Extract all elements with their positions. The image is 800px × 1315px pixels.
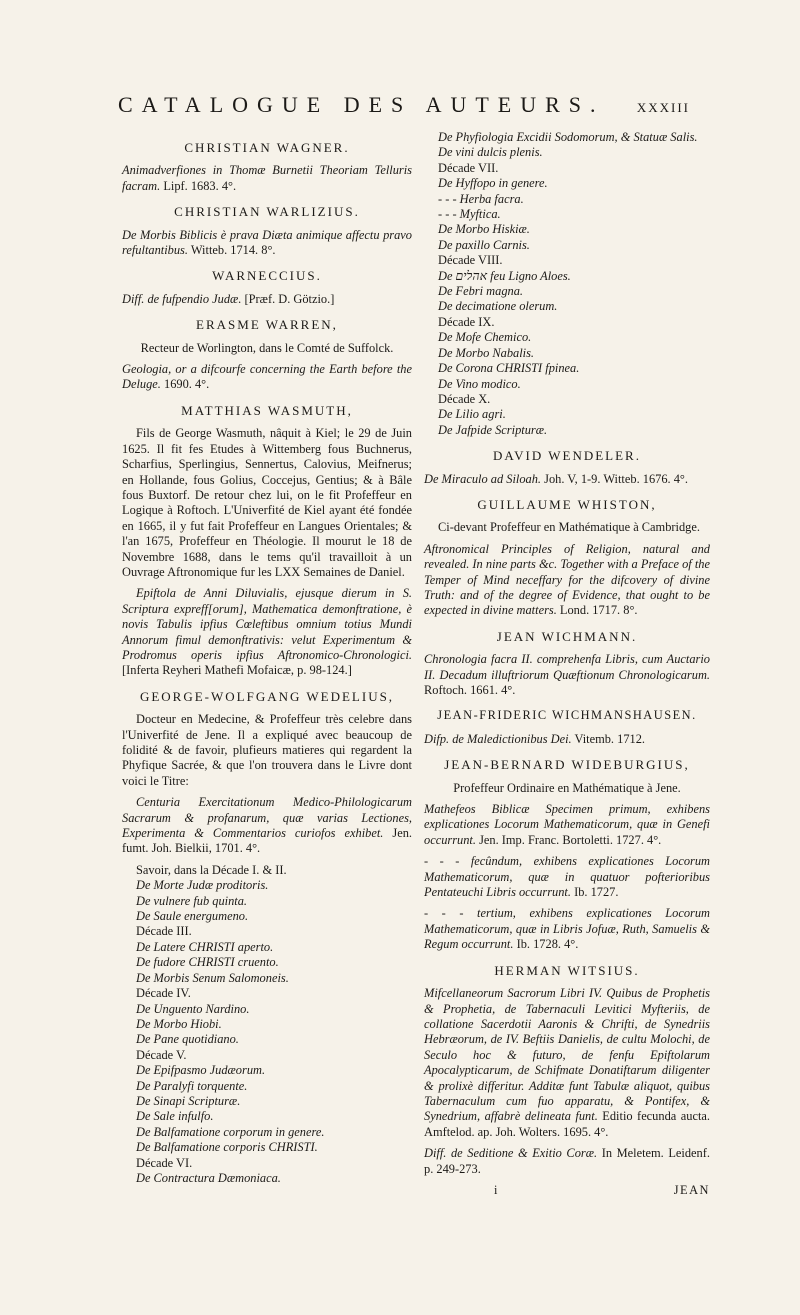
- author-description: Profeffeur Ordinaire en Mathématique à Jene.: [453, 780, 681, 795]
- author-heading: JEAN WICHMANN.: [496, 628, 638, 644]
- work-title: Diff. de fufpendio Judæ.: [122, 291, 242, 306]
- publication-info: Ib. 1727.: [574, 885, 619, 900]
- left-column: [122, 130, 412, 1186]
- page-title: CATALOGUE DES AUTEURS.: [118, 92, 605, 117]
- list-item: De Epifpasmo Judæorum.: [136, 1063, 266, 1078]
- work-title: Mifcellaneorum Sacrorum Libri IV. Quibus de Prophetis & Prophetia, de Tabernaculi Levitici Myfteriis, de collatione Sacerdotii Aaronis & Chrifti, de Synedriis Hebræorum, de IV. Beftiis Danielis, de cultu Molochi, de Seculo hoc & futuro, de fenfu Epiftolarum Apocalypticarum, de Schifmate Donatiftarum diligenter & prolixè differitur. Additæ funt Tabulæ aliquot, quibus Tabernaculum cum fuo apparatu, & Pontifex, & Synedrium, affabrè delineata funt.: [424, 986, 710, 1124]
- work-title: Animadverfiones in Thomæ Burnetii Theoriam Telluris facram.: [122, 163, 412, 193]
- decade-heading: Décade VIII.: [438, 253, 503, 268]
- list-item: De fudore CHRISTI cruento.: [136, 955, 279, 970]
- work-title: Diff. de Seditione & Exitio Coræ.: [424, 1146, 598, 1161]
- publication-info: Joh. V, 1-9. Witteb. 1676. 4°.: [544, 471, 688, 486]
- work-title: Aftronomical Principles of Religion, natural and revealed. In nine parts &c. Together with a Preface of the Temper of Mind neceffary for the difcovery of divine Truth: and of the degree of Evidence, that ought to be expected in divine matters.: [424, 541, 710, 618]
- author-heading: HERMAN WITSIUS.: [494, 962, 640, 978]
- page-footer: [424, 1183, 710, 1198]
- list-item: De vini dulcis plenis.: [438, 145, 543, 160]
- list-item: De Balfamatione corporum in genere.: [136, 1124, 325, 1139]
- list-item: De Saule energumeno.: [136, 909, 249, 924]
- author-description: Ci-devant Profeffeur en Mathématique à Cambridge.: [438, 520, 700, 535]
- author-heading: JEAN-BERNARD WIDEBURGIUS,: [444, 757, 690, 773]
- list-item: De decimatione olerum.: [438, 299, 558, 314]
- decade-intro: Savoir, dans la Décade I. & II.: [136, 862, 287, 877]
- right-column: [424, 130, 710, 1198]
- list-item: De Febri magna.: [438, 284, 523, 299]
- list-item: De Morbo Hiobi.: [136, 1016, 222, 1031]
- author-biography: Docteur en Medecine, & Profeffeur très celebre dans l'Univerfité de Jene. Il a expliqué avec beaucoup de folidité & de favoir, plufieurs matieres qui regardent la Phyfique Sacrée, & que l'on trouvera dans le Livre dont voici le Titre:: [122, 712, 412, 788]
- list-item: De vulnere fub quinta.: [136, 893, 248, 908]
- publication-info: In Meletem. Leidenf. p. 249-273.: [424, 1146, 710, 1176]
- list-item: De Vino modico.: [438, 376, 521, 391]
- list-item: De Corona CHRISTI fpinea.: [438, 361, 580, 376]
- work-title: Geologia, or a difcourfe concerning the Earth before the Deluge.: [122, 362, 412, 392]
- author-heading: WARNECCIUS.: [212, 268, 322, 284]
- list-item: - - - Myftica.: [438, 207, 501, 222]
- list-item: De Unguento Nardino.: [136, 1001, 250, 1016]
- author-heading: CHRISTIAN WAGNER.: [184, 140, 350, 155]
- work-title: De Morbis Biblicis è prava Diæta animique affectu pravo refultantibus.: [122, 227, 412, 258]
- author-biography: Fils de George Wasmuth, nâquit à Kiel; le 29 de Juin 1625. Il fit fes Etudes à Wittemberg fous Buchnerus, Scharfius, Sperlingius, Sennertus, Calovius, Meifnerus; en Hollande, fous Golius, Coccejus, Gentius; & à Bâle fous Buxtorf. De retour chez lui, on le fit Profeffeur en Logique à Roftoch. L'Univerfité de Kiel ayant été fondée en 1665, il y fut fait Profeffeur en Langues Orientales; & l'an 1675, Profeffeur en Théologie. Il mourut le 18 de Novembre 1688, dans le tems qu'il travailloit à un Ouvrage Aftronomique fur les LXX Semaines de Daniel.: [122, 426, 412, 579]
- author-description: Recteur de Worlington, dans le Comté de Suffolck.: [140, 340, 394, 355]
- list-item: De Morte Judæ proditoris.: [136, 878, 269, 893]
- decade-heading: Décade IV.: [136, 986, 191, 1001]
- list-item: De paxillo Carnis.: [438, 237, 530, 252]
- list-item: De Sale infulfo.: [136, 1109, 214, 1124]
- decade-heading: Décade IX.: [438, 314, 495, 329]
- publication-info: Jen. Imp. Franc. Bortoletti. 1727. 4°.: [479, 832, 662, 847]
- list-item: De Phyfiologia Excidii Sodomorum, & Statuæ Salis.: [438, 130, 698, 144]
- list-item: De Morbis Senum Salomoneis.: [136, 970, 289, 985]
- work-title: Centuria Exercitationum Medico-Philologicarum Sacrarum & profanarum, quæ varias Lectiones, Experimenta & Commentarios curiofos exhibet.: [122, 795, 412, 841]
- decade-heading: Décade V.: [136, 1047, 187, 1062]
- catchword: JEAN: [673, 1182, 710, 1197]
- publication-info: 1690. 4°.: [164, 377, 210, 392]
- list-item: De Morbo Nabalis.: [438, 345, 535, 360]
- decade-heading: Décade VI.: [136, 1155, 193, 1170]
- list-item: De אהלים feu Ligno Aloes.: [438, 268, 571, 283]
- author-heading: GUILLAUME WHISTON,: [477, 496, 657, 512]
- author-heading: GEORGE-WOLFGANG WEDELIUS,: [139, 688, 395, 704]
- publication-info: Lipf. 1683. 4°.: [163, 178, 237, 193]
- list-item: De Sinapi Scripturæ.: [136, 1093, 241, 1108]
- work-title: - - - fecûndum, exhibens explicationes Locorum Mathematicorum, quæ in quatuor pofterioribus Pentateuchi Libris occurrunt.: [424, 854, 710, 900]
- list-item: De Hyffopo in genere.: [438, 176, 548, 191]
- publication-info: Witteb. 1714. 8°.: [190, 243, 276, 258]
- page-header: [0, 92, 800, 122]
- work-title: Epiftola de Anni Diluvialis, ejusque dierum in S. Scriptura expreff[orum], Mathematica demonftratione, è novis Tabulis ipfius Cœleftibus omnium totius Mundi Annorum fimul demonftrativis: velut Experimentum & Prodromus operis ipfius Aftronomico-Chronologici.: [122, 586, 412, 662]
- decade-heading: Décade VII.: [438, 160, 499, 175]
- decade-heading: Décade X.: [438, 391, 491, 406]
- list-item: De Pane quotidiano.: [136, 1032, 239, 1047]
- publication-info: Roftoch. 1661. 4°.: [424, 683, 516, 697]
- work-title: Difp. de Maledictionibus Dei.: [424, 731, 572, 746]
- list-item: - - - Herba facra.: [438, 191, 524, 206]
- author-heading: ERASME WARREN,: [196, 317, 338, 333]
- list-item: De Jafpide Scripturæ.: [438, 422, 548, 437]
- work-title: Mathefeos Biblicæ Specimen primum, exhibens explicationes Locorum Mathematicorum, quæ in Genefi occurrunt.: [424, 802, 710, 847]
- list-item: De Latere CHRISTI aperto.: [136, 939, 274, 954]
- decade-heading: Décade III.: [136, 924, 192, 939]
- publication-info: Jen. fumt. Joh. Bielkii, 1701. 4°.: [122, 826, 412, 856]
- work-title: Chronologia facra II. comprehenfa Libris, cum Auctario II. Decadum illuftriorum Quæftionum Chronologicarum.: [424, 652, 710, 682]
- list-item: De Paralyfi torquente.: [136, 1078, 248, 1093]
- author-heading: CHRISTIAN WARLIZIUS.: [174, 204, 360, 220]
- author-heading: JEAN-FRIDERIC WICHMANSHAUSEN.: [437, 708, 697, 723]
- publication-info: [Inferta Reyheri Mathefi Mofaicæ, p. 98-124.]: [122, 663, 352, 678]
- signature-mark: i: [494, 1182, 498, 1197]
- publication-info: [Præf. D. Götzio.]: [244, 291, 335, 306]
- work-title: - - - tertium, exhibens explicationes Locorum Mathematicorum, quæ in Libris Jofuæ, Ruth, Samuelis & Regum occurrunt.: [424, 906, 710, 952]
- list-item: De Lilio agri.: [438, 407, 506, 422]
- author-heading: DAVID WENDELER.: [493, 448, 641, 464]
- page-number: XXXIII: [636, 100, 690, 115]
- list-item: De Morbo Hiskiæ.: [438, 222, 530, 237]
- work-title: De Miraculo ad Siloah.: [424, 471, 542, 486]
- author-heading: MATTHIAS WASMUTH,: [181, 402, 353, 418]
- publication-info: Vitemb. 1712.: [574, 731, 646, 746]
- publication-info: Lond. 1717. 8°.: [559, 603, 638, 618]
- publication-info: Editio fecunda aucta. Amftelod. ap. Joh. Wolters. 1695. 4°.: [424, 1109, 710, 1139]
- list-item: De Contractura Dæmoniaca.: [136, 1170, 281, 1185]
- publication-info: Ib. 1728. 4°.: [516, 937, 579, 952]
- list-item: De Balfamatione corporis CHRISTI.: [136, 1140, 318, 1155]
- list-item: De Mofe Chemico.: [438, 330, 532, 345]
